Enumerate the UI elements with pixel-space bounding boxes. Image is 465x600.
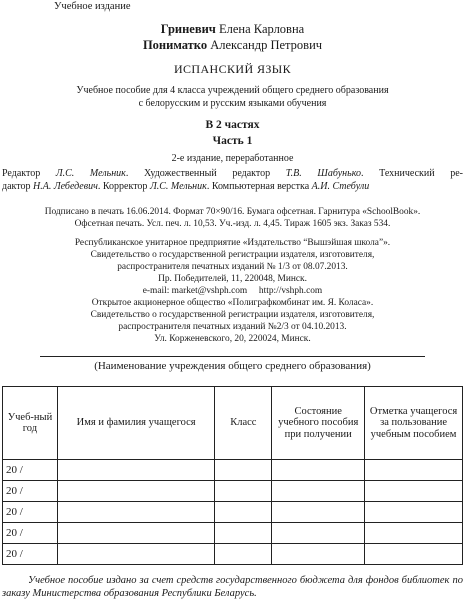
condition-cell[interactable] (272, 523, 365, 544)
printer-line: Ул. Корженевского, 20, 220024, Минск. (154, 334, 311, 344)
table-row (3, 544, 463, 565)
editors-block (2, 168, 463, 193)
table-row (3, 523, 463, 544)
student-cell[interactable] (57, 481, 215, 502)
editors-text: Редактор (2, 168, 56, 179)
printer-block (0, 297, 465, 345)
author-2-name: Александр Петрович (210, 38, 323, 52)
year-cell[interactable]: 20 / (3, 523, 58, 544)
editor-name: Т.В. Шабунько (285, 168, 361, 179)
editors-line-1 (2, 168, 463, 181)
editor-name: Л.С. Мельник (149, 180, 207, 192)
publisher-line: распространителя печатных изданий № 1/3 от 08.07.2013. (117, 262, 348, 272)
editors-text: . Художественный редактор (125, 168, 286, 179)
table-row (3, 460, 463, 481)
class-cell[interactable] (215, 502, 272, 523)
condition-cell[interactable] (272, 481, 365, 502)
table-header-row (3, 387, 463, 460)
year-cell[interactable]: 20 / (3, 544, 58, 565)
subtitle-line: с белорусским и русским языками обучения (138, 97, 327, 109)
student-cell[interactable] (57, 544, 215, 565)
mark-cell[interactable] (365, 523, 463, 544)
editors-text: . Корректор (97, 180, 150, 192)
editor-name: Н.А. Лебедевич (33, 180, 98, 192)
class-cell[interactable] (215, 523, 272, 544)
parts-label: В 2 частях (205, 119, 260, 131)
author-1-surname: Гриневич (160, 22, 216, 36)
class-cell[interactable] (215, 481, 272, 502)
author-1-name: Елена Карловна (218, 22, 305, 36)
editors-line-2 (2, 181, 463, 194)
header-label: Учебное издание (54, 1, 131, 12)
institution-line[interactable] (40, 356, 425, 357)
class-cell[interactable] (215, 544, 272, 565)
editors-text: . Компьютерная верстка (206, 180, 312, 192)
publisher-line: Пр. Победителей, 11, 220048, Минск. (158, 274, 307, 284)
footer-note: Учебное пособие издано за счет средств государственного бюджета для фондов библиотек по заказу Министерства образования Республики Беларусь. (2, 575, 463, 599)
col-header-condition: Состояние учебного пособия при получении (272, 387, 365, 460)
author-1 (0, 22, 465, 37)
registration-table (2, 386, 463, 565)
editor-name: А.И. Стебули (311, 180, 370, 192)
condition-cell[interactable] (272, 502, 365, 523)
year-cell[interactable]: 20 / (3, 460, 58, 481)
class-cell[interactable] (215, 460, 272, 481)
publisher-line: Республиканское унитарное предприятие «Издательство “Вышэйшая школа”». (74, 238, 391, 248)
author-2 (0, 38, 465, 53)
mark-cell[interactable] (365, 502, 463, 523)
year-cell[interactable]: 20 / (3, 481, 58, 502)
student-cell[interactable] (57, 523, 215, 544)
book-subtitle (0, 85, 465, 110)
edition-label: 2-е издание, переработанное (171, 153, 294, 164)
editor-name: Л.С. Мельник (55, 168, 126, 179)
col-header-student: Имя и фамилия учащегося (57, 387, 215, 460)
publisher-line: Свидетельство о государственной регистрации издателя, изготовителя, (90, 250, 375, 260)
col-header-class: Класс (215, 387, 272, 460)
student-cell[interactable] (57, 460, 215, 481)
editors-text: дактор (2, 180, 33, 192)
mark-cell[interactable] (365, 544, 463, 565)
printer-line: Открытое акционерное общество «Полиграфкомбинат им. Я. Коласа». (91, 298, 374, 308)
condition-cell[interactable] (272, 460, 365, 481)
year-cell[interactable]: 20 / (3, 502, 58, 523)
part-label: Часть 1 (212, 135, 253, 147)
subtitle-line: Учебное пособие для 4 класса учреждений общего среднего образования (76, 85, 389, 96)
condition-cell[interactable] (272, 544, 365, 565)
mark-cell[interactable] (365, 460, 463, 481)
editors-text: . Технический ре- (361, 168, 463, 179)
imprint-line: Офсетная печать. Усл. печ. л. 10,53. Уч.-изд. л. 4,45. Тираж 1605 экз. Заказ 534. (74, 219, 391, 229)
imprint-block (0, 206, 465, 230)
student-cell[interactable] (57, 502, 215, 523)
col-header-mark: Отметка учащегося за пользование учебным пособием (365, 387, 463, 460)
printer-line: распространителя печатных изданий №2/3 от 04.10.2013. (118, 322, 347, 332)
book-title: ИСПАНСКИЙ ЯЗЫК (173, 62, 292, 76)
institution-label: (Наименование учреждения общего среднего образования) (94, 360, 371, 372)
publisher-block (0, 237, 465, 297)
publisher-line: e-mail: market@vshph.com http://vshph.com (142, 286, 323, 296)
table-row (3, 502, 463, 523)
col-header-year: Учеб-ный год (3, 387, 58, 460)
author-2-surname: Пониматко (142, 38, 208, 52)
printer-line: Свидетельство о государственной регистрации издателя, изготовителя, (90, 310, 375, 320)
mark-cell[interactable] (365, 481, 463, 502)
imprint-line: Подписано в печать 16.06.2014. Формат 70×90/16. Бумага офсетная. Гарнитура «SchoolBook». (44, 207, 421, 217)
table-row (3, 481, 463, 502)
